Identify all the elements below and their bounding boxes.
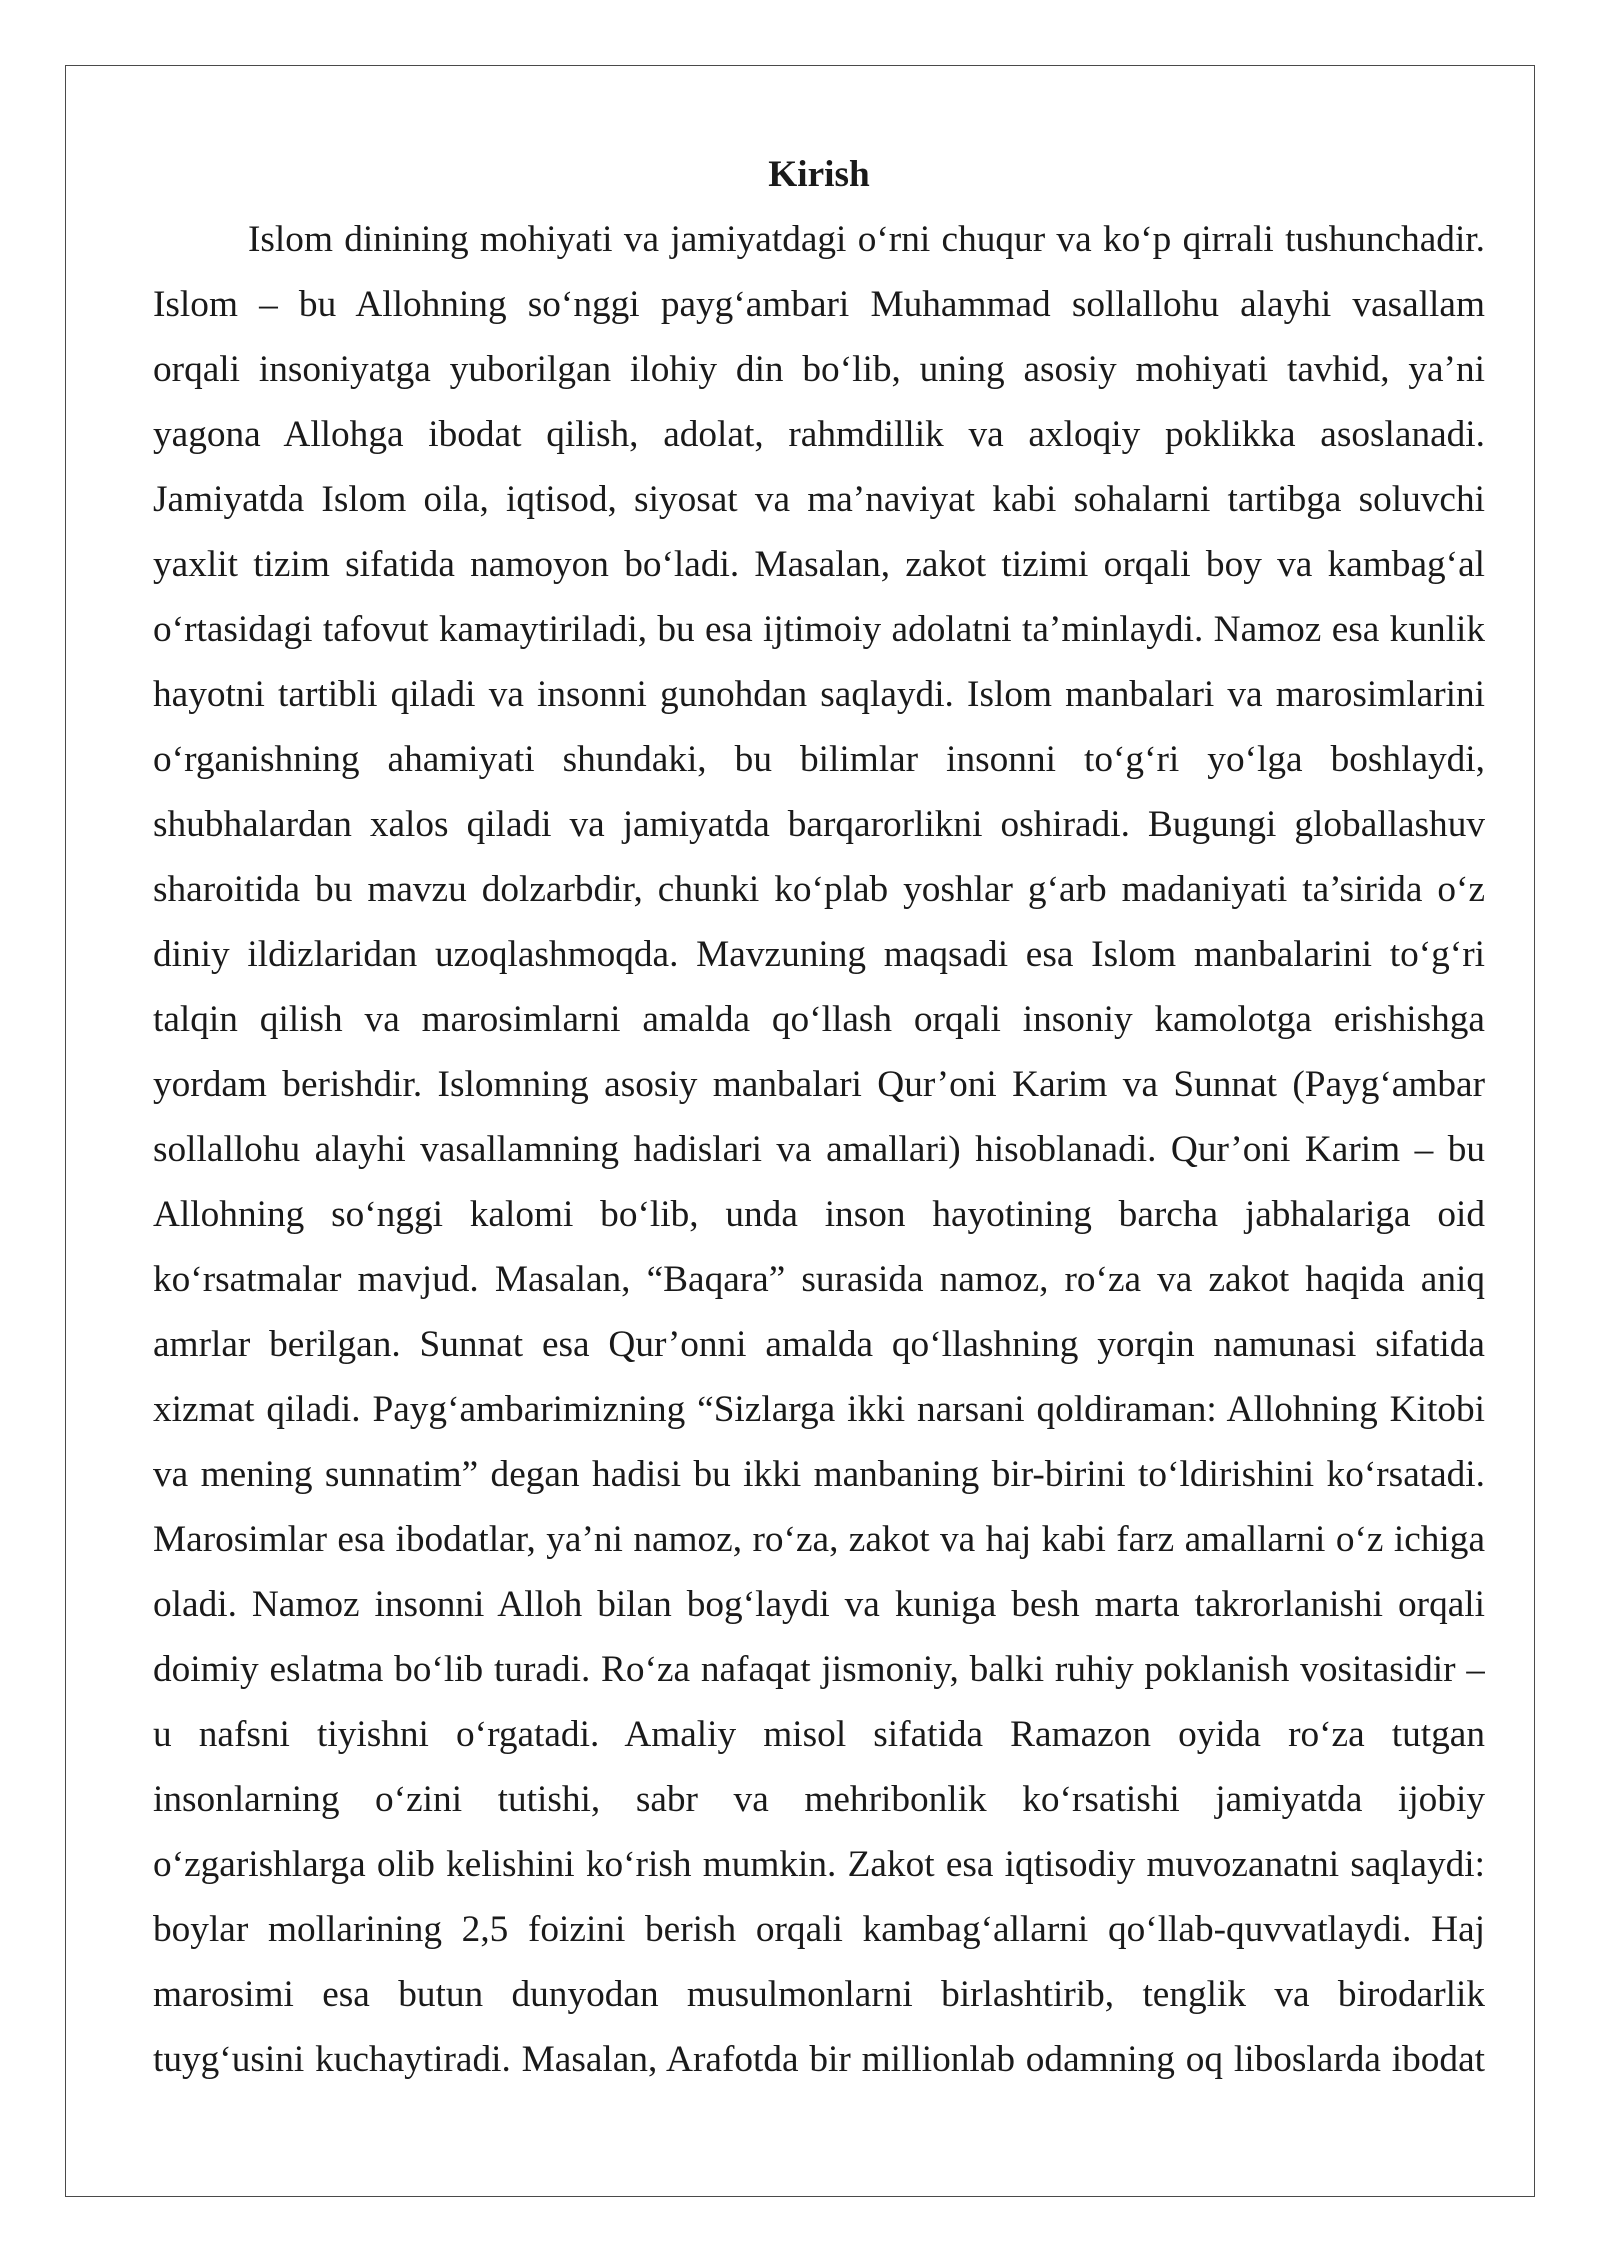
document-body [153,142,1485,2092]
paragraph-line: sollallohu alayhi vasallamning hadislari va amallari) hisoblanadi. Qur’oni Karim – bu [153,1129,1485,1170]
paragraph-line: u nafsni tiyishni o‘rgatadi. Amaliy misol sifatida Ramazon oyida ro‘za tutgan [153,1714,1485,1755]
paragraph-line: marosimi esa butun dunyodan musulmonlarni birlashtirib, tenglik va birodarlik [153,1974,1485,2015]
paragraph-line: Islom dinining mohiyati va jamiyatdagi o‘rni chuqur va ko‘p qirrali tushunchadir. [248,219,1485,260]
paragraph-line: orqali insoniyatga yuborilgan ilohiy din bo‘lib, uning asosiy mohiyati tavhid, ya’ni [153,349,1485,390]
paragraph-line: shubhalardan xalos qiladi va jamiyatda barqarorlikni oshiradi. Bugungi globallashuv [153,804,1485,845]
section-title: Kirish [768,154,870,195]
paragraph-line: hayotni tartibli qiladi va insonni gunohdan saqlaydi. Islom manbalari va marosimlarini [153,674,1485,715]
paragraph-line: va mening sunnatim” degan hadisi bu ikki manbaning bir-birini to‘ldirishini ko‘rsatadi. [153,1454,1485,1495]
paragraph-line: o‘rganishning ahamiyati shundaki, bu bilimlar insonni to‘g‘ri yo‘lga boshlaydi, [153,739,1485,780]
paragraph-line: diniy ildizlaridan uzoqlashmoqda. Mavzuning maqsadi esa Islom manbalarini to‘g‘ri [153,934,1485,975]
paragraph-line: ko‘rsatmalar mavjud. Masalan, “Baqara” surasida namoz, ro‘za va zakot haqida aniq [153,1259,1485,1300]
paragraph-line: Jamiyatda Islom oila, iqtisod, siyosat va ma’naviyat kabi sohalarni tartibga soluvchi [153,479,1485,520]
paragraph-line: yaxlit tizim sifatida namoyon bo‘ladi. Masalan, zakot tizimi orqali boy va kambag‘al [153,544,1485,585]
paragraph-line: tuyg‘usini kuchaytiradi. Masalan, Arafotda bir millionlab odamning oq liboslarda ibodat [153,2039,1485,2080]
paragraph-line: boylar mollarining 2,5 foizini berish orqali kambag‘allarni qo‘llab-quvvatlaydi. Haj [153,1909,1485,1950]
paragraph-line: oladi. Namoz insonni Alloh bilan bog‘laydi va kuniga besh marta takrorlanishi orqali [153,1584,1485,1625]
paragraph-line: sharoitida bu mavzu dolzarbdir, chunki ko‘plab yoshlar g‘arb madaniyati ta’sirida o‘z [153,869,1485,910]
paragraph-line: insonlarning o‘zini tutishi, sabr va mehribonlik ko‘rsatishi jamiyatda ijobiy [153,1779,1485,1820]
paragraph-line: Islom – bu Allohning so‘nggi payg‘ambari Muhammad sollallohu alayhi vasallam [153,284,1485,325]
paragraph-line: amrlar berilgan. Sunnat esa Qur’onni amalda qo‘llashning yorqin namunasi sifatida [153,1324,1485,1365]
paragraph-line: o‘rtasidagi tafovut kamaytiriladi, bu esa ijtimoiy adolatni ta’minlaydi. Namoz esa kunlik [153,609,1485,650]
paragraph-line: talqin qilish va marosimlarni amalda qo‘llash orqali insoniy kamolotga erishishga [153,999,1485,1040]
paragraph-line: xizmat qiladi. Payg‘ambarimizning “Sizlarga ikki narsani qoldiraman: Allohning Kitobi [153,1389,1485,1430]
paragraph-line: yordam berishdir. Islomning asosiy manbalari Qur’oni Karim va Sunnat (Payg‘ambar [153,1064,1485,1105]
paragraph-line: Allohning so‘nggi kalomi bo‘lib, unda inson hayotining barcha jabhalariga oid [153,1194,1485,1235]
paragraph-line: doimiy eslatma bo‘lib turadi. Ro‘za nafaqat jismoniy, balki ruhiy poklanish vositasidir – [153,1649,1485,1690]
paragraph-line: o‘zgarishlarga olib kelishini ko‘rish mumkin. Zakot esa iqtisodiy muvozanatni saqlaydi: [153,1844,1485,1885]
paragraph-line: Marosimlar esa ibodatlar, ya’ni namoz, ro‘za, zakot va haj kabi farz amallarni o‘z ichiga [153,1519,1485,1560]
body-paragraph [153,207,1485,2092]
paragraph-line: yagona Allohga ibodat qilish, adolat, rahmdillik va axloqiy poklikka asoslanadi. [153,414,1485,455]
